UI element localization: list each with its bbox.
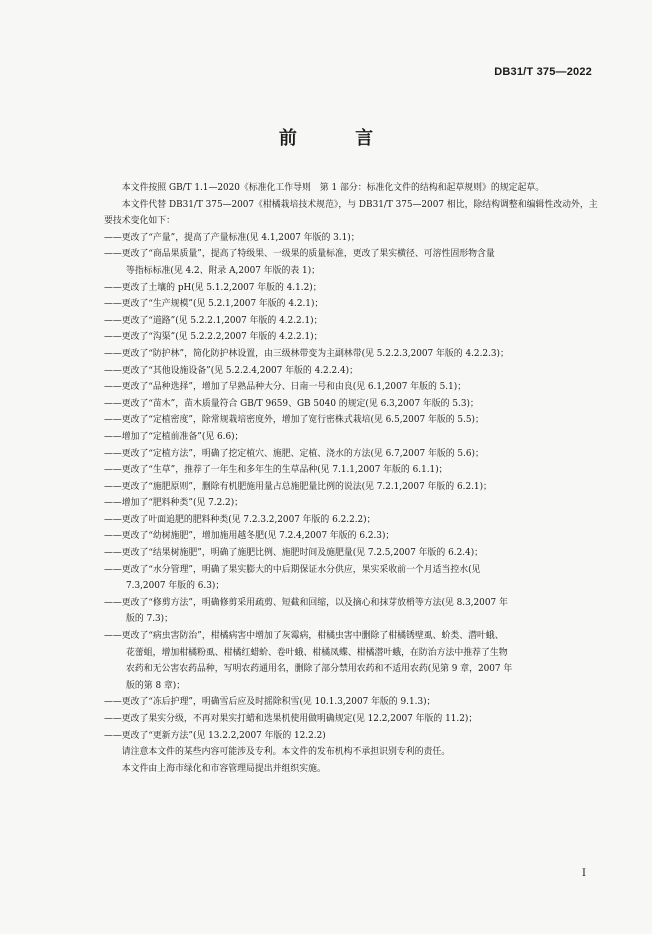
change-item bbox=[104, 545, 604, 562]
change-item bbox=[104, 412, 604, 429]
change-item-line: ——更改了“商品果质量”，提高了特级果、一级果的质量标准，更改了果实横径、可溶性固形物含量 bbox=[104, 249, 495, 260]
page-number: I bbox=[582, 868, 586, 879]
change-item-continuation: 7.3,2007 年版的 6.3)； bbox=[126, 581, 225, 592]
change-item bbox=[104, 313, 604, 330]
change-item bbox=[104, 296, 604, 313]
change-item-line: ——更改了“沟渠”(见 5.2.2.2,2007 年版的 4.2.2.1)； bbox=[104, 332, 323, 343]
change-item bbox=[104, 230, 604, 247]
change-item-line: ——更改了“修剪方法”，明确修剪采用疏剪、短截和回缩，以及摘心和抹芽放梢等方法(见 8.3,2007 年 bbox=[104, 597, 508, 608]
change-item bbox=[104, 429, 604, 446]
change-item bbox=[104, 595, 604, 628]
change-item bbox=[104, 562, 604, 595]
change-item-line: ——更改了“施肥原则”，删除有机肥施用量占总施肥量比例的说法(见 7.2.1,2007 年版的 6.2.1)； bbox=[104, 481, 492, 492]
change-item-line: ——更改了“幼树施肥”，增加施用越冬肥(见 7.2.4,2007 年版的 6.2.3)； bbox=[104, 531, 395, 542]
change-item-continuation: 版的 7.3)； bbox=[126, 614, 174, 625]
changes-list bbox=[104, 230, 604, 744]
change-item bbox=[104, 280, 604, 297]
change-item bbox=[104, 711, 604, 728]
change-item-continuation: 花蕾蛆，增加柑橘粉虱、柑橘红蜡蚧、卷叶蛾、柑橘凤蝶、柑橘潜叶蛾，在防治方法中推荐了生物 bbox=[126, 647, 508, 658]
change-item bbox=[104, 479, 604, 496]
foreword-body bbox=[104, 180, 604, 777]
change-item-line: ——增加了“定植前准备”(见 6.6)； bbox=[104, 431, 244, 442]
change-item-line: ——更改了“水分管理”，明确了果实膨大的中后期保证水分供应，果实采收前一个月适当控水(见 bbox=[104, 564, 481, 575]
change-item bbox=[104, 528, 604, 545]
change-item-line: ——更改了“道路”(见 5.2.2.1,2007 年版的 4.2.2.1)； bbox=[104, 315, 323, 326]
change-item bbox=[104, 363, 604, 380]
change-item-line: ——更改了“苗木”，苗木质量符合 GB/T 9659、GB 5040 的规定(见 6.3,2007 年版的 5.3)； bbox=[104, 398, 479, 409]
intro-paragraph: 本文件代替 DB31/T 375—2007《柑橘栽培技术规范》，与 DB31/T 375—2007 相比，除结构调整和编辑性改动外，主要技术变化如下： bbox=[104, 199, 598, 227]
patent-note: 请注意本文件的某些内容可能涉及专利。本文件的发布机构不承担识别专利的责任。 bbox=[121, 747, 451, 758]
change-item-line: ——更改了“生产规模”(见 5.2.1,2007 年版的 4.2.1)； bbox=[104, 299, 324, 310]
change-item bbox=[104, 396, 604, 413]
proposer-note: 本文件由上海市绿化和市容管理局提出并组织实施。 bbox=[121, 763, 326, 774]
change-item-line: ——增加了“肥料种类”(见 7.2.2)； bbox=[104, 498, 244, 509]
change-item bbox=[104, 329, 604, 346]
change-item bbox=[104, 346, 604, 363]
change-item-line: ——更改了“产量”，提高了产量标准(见 4.1,2007 年版的 3.1)； bbox=[104, 232, 360, 243]
change-item bbox=[104, 446, 604, 463]
change-item-line: ——更改了果实分级，不再对果实打蜡和选果机使用做明确规定(见 12.2,2007 年版的 11.2)； bbox=[104, 714, 478, 724]
change-item bbox=[104, 694, 604, 711]
change-item-line: ——更改了“定植密度”，除常规栽培密度外，增加了宽行密株式栽培(见 6.5,2007 年版的 5.5)； bbox=[104, 415, 484, 426]
change-item-line: ——更改了“病虫害防治”，柑橘病害中增加了灰霉病，柑橘虫害中删除了柑橘锈壁虱、蚧类、潜叶蛾、 bbox=[104, 631, 504, 642]
change-item bbox=[104, 462, 604, 479]
change-item-line: ——更改了“品种选择”，增加了早熟品种大分、日南一号和由良(见 6.1,2007 年版的 5.1)； bbox=[104, 382, 467, 393]
change-item bbox=[104, 246, 604, 279]
change-item-line: ——更改了“生草”，推荐了一年生和多年生的生草品种(见 7.1.1,2007 年版的 6.1.1)； bbox=[104, 465, 448, 476]
change-item bbox=[104, 728, 604, 745]
change-item bbox=[104, 379, 604, 396]
page-title: 前 言 bbox=[278, 128, 400, 149]
change-item-continuation: 等指标标准(见 4.2、附录 A,2007 年版的表 1)； bbox=[126, 265, 321, 276]
change-item bbox=[104, 628, 604, 694]
change-item-line: ——更改了“结果树施肥”，明确了施肥比例、施肥时间及施肥量(见 7.2.5,2007 年版的 6.2.4)； bbox=[104, 548, 484, 559]
intro-paragraph: 本文件按照 GB/T 1.1—2020《标准化工作导则 第 1 部分：标准化文件的结构和起草规则》的规定起草。 bbox=[121, 183, 545, 193]
change-item-line: ——更改了“冻后护理”，明确雪后应及时摇除积雪(见 10.1.3,2007 年版的 9.1.3)； bbox=[104, 697, 436, 708]
document-code: DB31/T 375—2022 bbox=[494, 66, 592, 78]
change-item-continuation: 农药和无公害农药品种，写明农药通用名，删除了部分禁用农药和不适用农药(见第 9 章，2007 年 bbox=[126, 664, 513, 675]
change-item-line: ——更改了土壤的 pH(见 5.1.2,2007 年版的 4.1.2)； bbox=[104, 282, 322, 293]
change-item-line: ——更改了“定植方法”，明确了挖定植穴、施肥、定植、浇水的方法(见 6.7,2007 年版的 5.6)； bbox=[104, 448, 484, 459]
change-item-continuation: 版的第 8 章)； bbox=[126, 680, 186, 691]
change-item-line: ——更改了“防护林”，简化防护林设置，由三级林带变为主副林带(见 5.2.2.3,2007 年版的 4.2.2.3)； bbox=[104, 348, 509, 359]
change-item-line: ——更改了叶面追肥的肥料种类(见 7.2.3.2,2007 年版的 6.2.2.2)； bbox=[104, 514, 376, 525]
change-item bbox=[104, 495, 604, 512]
change-item-line: ——更改了“其他设施设备”(见 5.2.2.4,2007 年版的 4.2.2.4)； bbox=[104, 365, 358, 376]
change-item bbox=[104, 512, 604, 529]
change-item-line: ——更改了“更新方法”(见 13.2.2,2007 年版的 12.2.2) bbox=[104, 730, 326, 741]
